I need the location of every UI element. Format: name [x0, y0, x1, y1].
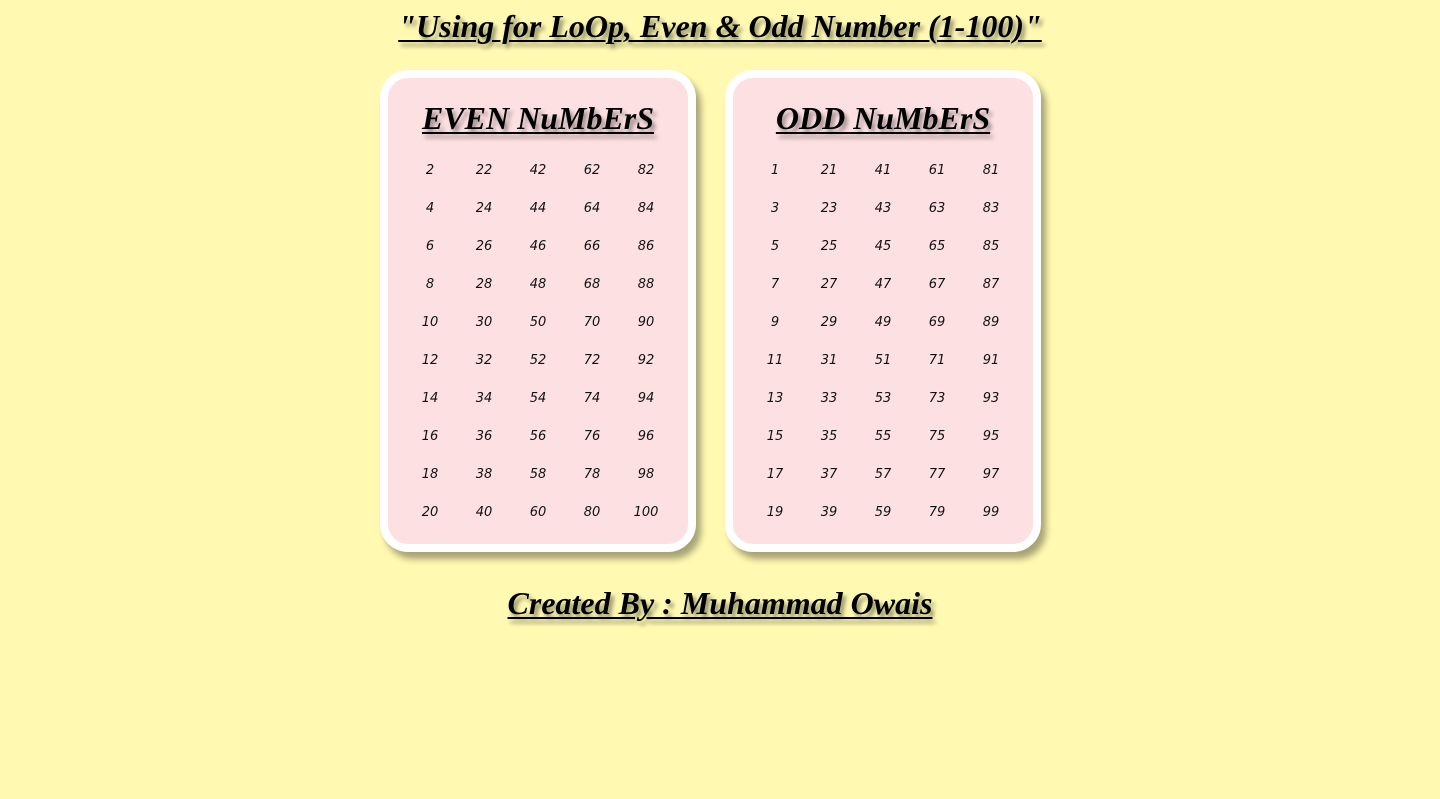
even-number-cell: 84 — [637, 201, 655, 216]
even-number-cell: 14 — [421, 391, 439, 406]
odd-number-cell: 95 — [982, 429, 1000, 444]
odd-number-cell: 19 — [766, 505, 784, 520]
even-number-cell: 26 — [475, 239, 493, 254]
odd-number-cell: 49 — [874, 315, 892, 330]
even-number-cell: 74 — [583, 391, 601, 406]
odd-number-cell: 47 — [874, 277, 892, 292]
odd-number-cell: 91 — [982, 353, 1000, 368]
even-number-cell: 6 — [425, 239, 435, 254]
even-number-cell: 30 — [475, 315, 493, 330]
odd-number-cell: 77 — [928, 467, 946, 482]
even-number-cell: 56 — [529, 429, 547, 444]
even-number-cell: 32 — [475, 353, 493, 368]
created-by-footer: Created By : Muhammad Owais — [507, 585, 933, 621]
odd-number-cell: 65 — [928, 239, 946, 254]
odd-number-cell: 35 — [820, 429, 838, 444]
even-number-cell: 42 — [529, 163, 547, 178]
odd-number-cell: 21 — [820, 163, 838, 178]
even-number-cell: 54 — [529, 391, 547, 406]
even-number-cell: 8 — [425, 277, 435, 292]
even-number-cell: 82 — [637, 163, 655, 178]
odd-number-cell: 63 — [928, 201, 946, 216]
odd-number-cell: 45 — [874, 239, 892, 254]
odd-number-cell: 5 — [770, 239, 780, 254]
odd-number-cell: 9 — [770, 315, 780, 330]
odd-number-cell: 41 — [874, 163, 892, 178]
even-number-cell: 46 — [529, 239, 547, 254]
odd-number-cell: 93 — [982, 391, 1000, 406]
even-number-cell: 94 — [637, 391, 655, 406]
even-number-cell: 76 — [583, 429, 601, 444]
even-number-cell: 20 — [421, 505, 439, 520]
even-number-cell: 92 — [637, 353, 655, 368]
odd-number-cell: 61 — [928, 163, 946, 178]
odd-number-cell: 79 — [928, 505, 946, 520]
even-number-cell: 80 — [583, 505, 601, 520]
even-number-cell: 64 — [583, 201, 601, 216]
odd-number-cell: 29 — [820, 315, 838, 330]
even-number-cell: 2 — [425, 163, 435, 178]
even-number-cell: 70 — [583, 315, 601, 330]
even-number-cell: 100 — [633, 505, 659, 520]
even-number-cell: 36 — [475, 429, 493, 444]
odd-number-cell: 33 — [820, 391, 838, 406]
odd-number-cell: 71 — [928, 353, 946, 368]
even-number-cell: 88 — [637, 277, 655, 292]
odd-number-cell: 39 — [820, 505, 838, 520]
even-number-cell: 28 — [475, 277, 493, 292]
number-panels — [380, 70, 1042, 552]
odd-panel-title: ODD NuMbErS — [775, 100, 991, 136]
even-number-cell: 40 — [475, 505, 493, 520]
even-number-cell: 62 — [583, 163, 601, 178]
odd-number-cell: 11 — [766, 353, 784, 368]
odd-number-cell: 53 — [874, 391, 892, 406]
even-number-cell: 90 — [637, 315, 655, 330]
odd-number-cell: 27 — [820, 277, 838, 292]
odd-number-cell: 69 — [928, 315, 946, 330]
odd-number-cell: 43 — [874, 201, 892, 216]
even-number-cell: 58 — [529, 467, 547, 482]
even-number-cell: 18 — [421, 467, 439, 482]
even-number-cell: 68 — [583, 277, 601, 292]
even-number-cell: 78 — [583, 467, 601, 482]
odd-number-cell: 13 — [766, 391, 784, 406]
odd-number-cell: 3 — [770, 201, 780, 216]
odd-number-cell: 17 — [766, 467, 784, 482]
odd-number-cell: 37 — [820, 467, 838, 482]
odd-number-cell: 51 — [874, 353, 892, 368]
even-number-cell: 4 — [425, 201, 435, 216]
even-number-cell: 86 — [637, 239, 655, 254]
even-number-cell: 10 — [421, 315, 439, 330]
even-number-cell: 16 — [421, 429, 439, 444]
even-number-cell: 34 — [475, 391, 493, 406]
odd-number-cell: 73 — [928, 391, 946, 406]
even-number-cell: 44 — [529, 201, 547, 216]
odd-number-cell: 31 — [820, 353, 838, 368]
even-number-cell: 50 — [529, 315, 547, 330]
even-number-cell: 22 — [475, 163, 493, 178]
even-panel-title: EVEN NuMbErS — [421, 100, 655, 136]
odd-number-cell: 57 — [874, 467, 892, 482]
odd-number-cell: 55 — [874, 429, 892, 444]
odd-number-cell: 75 — [928, 429, 946, 444]
odd-number-cell: 89 — [982, 315, 1000, 330]
even-number-cell: 52 — [529, 353, 547, 368]
even-number-cell: 48 — [529, 277, 547, 292]
even-number-cell: 66 — [583, 239, 601, 254]
even-number-cell: 24 — [475, 201, 493, 216]
odd-number-cell: 23 — [820, 201, 838, 216]
odd-number-cell: 59 — [874, 505, 892, 520]
odd-number-cell: 99 — [982, 505, 1000, 520]
odd-number-cell: 87 — [982, 277, 1000, 292]
odd-number-cell: 85 — [982, 239, 1000, 254]
even-number-cell: 98 — [637, 467, 655, 482]
odd-numbers-panel — [725, 70, 1041, 552]
even-number-cell: 96 — [637, 429, 655, 444]
odd-number-cell: 15 — [766, 429, 784, 444]
even-numbers-panel — [380, 70, 696, 552]
even-number-cell: 38 — [475, 467, 493, 482]
odd-number-cell: 25 — [820, 239, 838, 254]
page-title: "Using for LoOp, Even & Odd Number (1-100)" — [398, 8, 1042, 44]
odd-numbers-grid — [748, 158, 1018, 538]
even-number-cell: 72 — [583, 353, 601, 368]
even-number-cell: 60 — [529, 505, 547, 520]
odd-number-cell: 7 — [770, 277, 780, 292]
odd-number-cell: 81 — [982, 163, 1000, 178]
even-number-cell: 12 — [421, 353, 439, 368]
odd-number-cell: 97 — [982, 467, 1000, 482]
odd-number-cell: 83 — [982, 201, 1000, 216]
even-numbers-grid — [403, 158, 673, 538]
odd-number-cell: 1 — [770, 163, 780, 178]
odd-number-cell: 67 — [928, 277, 946, 292]
